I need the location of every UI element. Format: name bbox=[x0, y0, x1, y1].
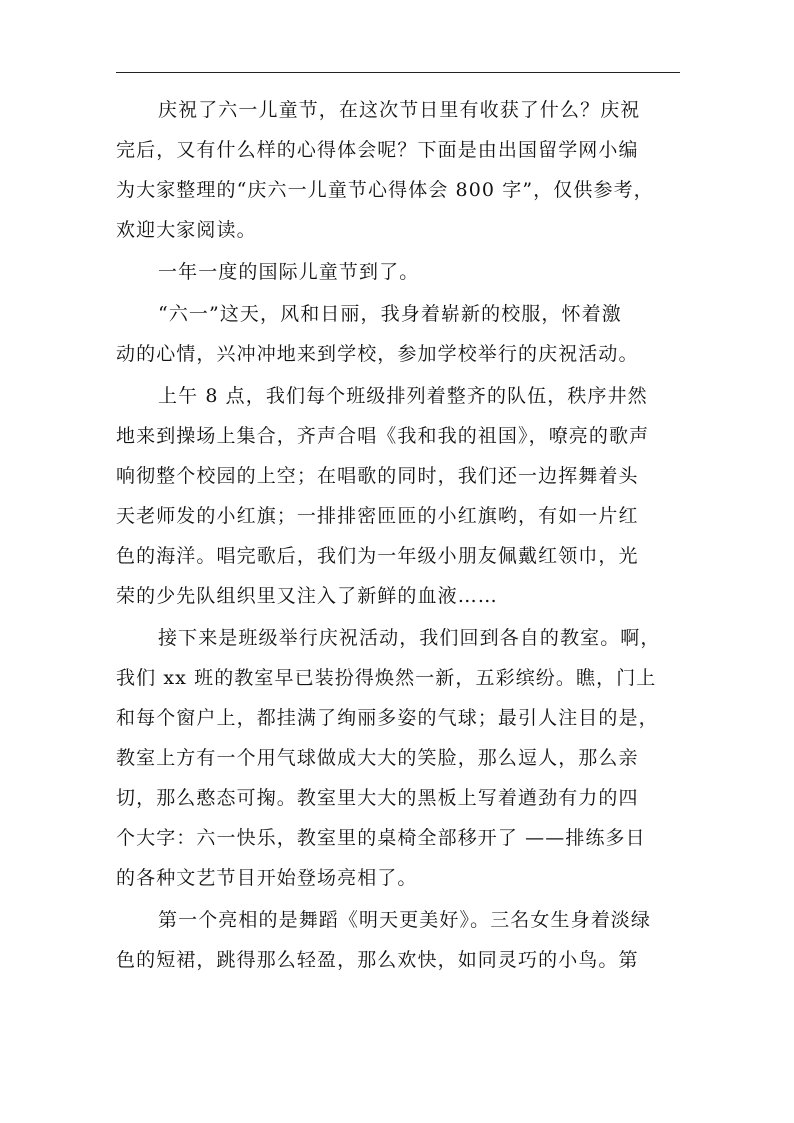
paragraph-intro bbox=[116, 90, 680, 250]
text-line: 色的海洋。唱完歌后，我们为一年级小朋友佩戴红领巾，光 bbox=[116, 545, 639, 567]
text-line: 教室上方有一个用气球做成大大的笑脸，那么逗人，那么亲 bbox=[116, 747, 639, 769]
header-rule bbox=[116, 72, 680, 73]
document-body bbox=[116, 90, 680, 982]
text-line: 天老师发的小红旗；一排排密匝匝的小红旗哟，有如一片红 bbox=[116, 505, 639, 527]
text-line: 荣的少先队组织里又注入了新鲜的血液…… bbox=[116, 585, 498, 607]
text-line: 为大家整理的“庆六一儿童节心得体会 800 字”，仅供参考， bbox=[116, 179, 654, 201]
paragraph-performance bbox=[116, 900, 680, 980]
text-line: 色的短裙，跳得那么轻盈，那么欢快，如同灵巧的小鸟。第 bbox=[116, 949, 639, 971]
paragraph-classroom bbox=[116, 618, 680, 898]
text-line: 我们 xx 班的教室早已装扮得焕然一新，五彩缤纷。瞧，门上 bbox=[116, 667, 657, 689]
text-line: 切，那么憨态可掬。教室里大大的黑板上写着遒劲有力的四 bbox=[116, 787, 639, 809]
paragraph-opening bbox=[116, 252, 680, 292]
text-line: 欢迎大家阅读。 bbox=[116, 219, 257, 241]
text-line: “六一”这天，风和日丽，我身着崭新的校服，怀着激 bbox=[158, 303, 622, 325]
text-line: 和每个窗户上，都挂满了绚丽多姿的气球；最引人注目的是， bbox=[116, 707, 659, 729]
text-line: 庆祝了六一儿童节，在这次节日里有收获了什么？庆祝 bbox=[158, 99, 641, 121]
text-line: 响彻整个校园的上空；在唱歌的同时，我们还一边挥舞着头 bbox=[116, 465, 639, 487]
text-line: 个大字：六一快乐，教室里的桌椅全部移开了 ——排练多日 bbox=[116, 827, 646, 849]
text-line: 的各种文艺节目开始登场亮相了。 bbox=[116, 867, 418, 889]
text-line: 地来到操场上集合，齐声合唱《我和我的祖国》，嘹亮的歌声 bbox=[116, 425, 650, 447]
text-line: 第一个亮相的是舞蹈《明天更美好》。三名女生身着淡绿 bbox=[158, 909, 652, 931]
text-line: 接下来是班级举行庆祝活动，我们回到各自的教室。啊， bbox=[158, 627, 661, 649]
text-line: 上午 8 点，我们每个班级排列着整齐的队伍，秩序井然 bbox=[158, 385, 648, 407]
text-line: 完后，又有什么样的心得体会呢？下面是由出国留学网小编 bbox=[116, 139, 639, 161]
paragraph-assembly bbox=[116, 376, 680, 616]
text-line: 动的心情，兴冲冲地来到学校，参加学校举行的庆祝活动。 bbox=[116, 343, 639, 365]
paragraph-morning-arrival bbox=[116, 294, 680, 374]
text-line: 一年一度的国际儿童节到了。 bbox=[158, 261, 420, 283]
